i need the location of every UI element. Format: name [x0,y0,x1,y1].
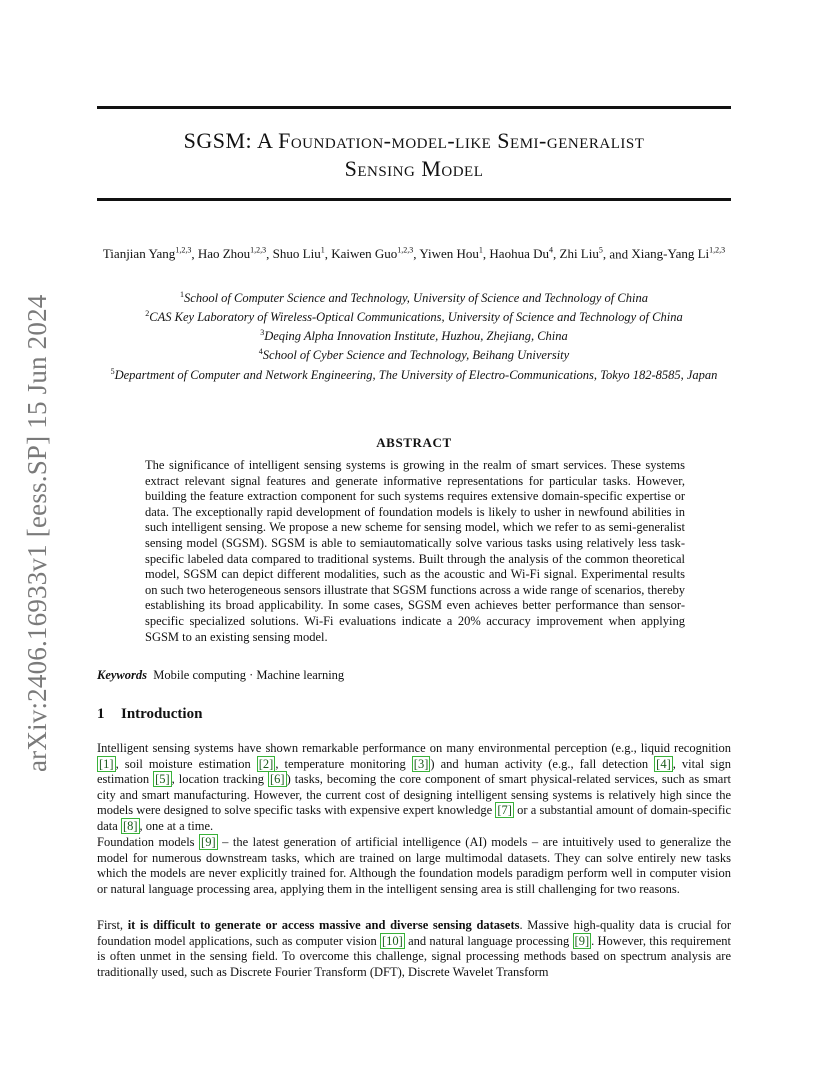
affiliation: $^2$CAS Key Laboratory of Wireless-Optical Communications, University of Science and Technology of China [145,309,683,325]
author: Shuo Liu$^1$ [272,246,325,262]
author: Haohua Du$^4$ [489,246,553,262]
affiliation: $^4$School of Cyber Science and Technology, Beihang University [258,347,570,363]
author: Xiang-Yang Li$^{1,2,3}$ [631,246,726,262]
author: Kaiwen Guo$^{1,2,3}$ [331,246,414,262]
citation-link[interactable]: [9] [201,835,216,849]
arxiv-identifier[interactable]: arXiv:2406.16933v1 [eess.SP] 15 Jun 2024 [22,294,52,772]
abstract-heading: ABSTRACT [376,435,452,450]
paper-title [97,127,731,183]
citation-link[interactable]: [7] [497,803,512,818]
affiliation: $^3$Deqing Alpha Innovation Institute, Huzhou, Zhejiang, China [260,328,568,344]
author: Yiwen Hou$^1$ [419,246,483,262]
author: Hao Zhou$^{1,2,3}$ [197,246,267,262]
affiliation: $^1$School of Computer Science and Technology, University of Science and Technology of China [180,290,648,306]
abstract-body: The significance of intelligent sensing systems is growing in the realm of smart services. These systems extract relevant signal features and generate informative representations for particular tasks. However, building the feature extraction component for such systems requires extensive domain-specific expertise or data. The exceptionally rapid development of foundation models is likely to usher in newfound abilities in such intelligent sensing. We propose a new scheme for sensing model, which we refer to as semi-generalist sensing model (SGSM). SGSM is able to semiautomatically solve various tasks using relatively less task-specific labeled data compared to traditional systems. Built through the analysis of the common theoretical model, SGSM can depict different modalities, such as the acoustic and Wi-Fi signal. Experimental results on such two heterogeneous sensors illustrate that SGSM functions across a wide range of scenarios, thereby establishing its broad applicability. In some cases, SGSM even achieves better performance than sensor-specific specialized solutions. Wi-Fi evaluations indicate a 20% accuracy improvement when applying SGSM to an existing sensing model. [145,458,685,644]
keywords-label: Keywords [97,668,147,682]
title-rule-bottom [97,198,731,201]
title-rule-top [97,106,731,109]
section-title: Introduction [121,706,203,722]
affiliation-list [97,287,731,383]
keywords-line [97,667,731,683]
citation-link[interactable]: [6] [270,772,285,787]
citation-link[interactable]: [1] [99,756,114,771]
intro-paragraph-3: First, it is difficult to generate or access massive and diverse sensing datasets. Massive high-quality data is crucial for foundation model applications, such as computer vision [10] and natural language processing [9] . However, this requirement is often unmet in the sensing field. To overcome this challenge, signal processing methods based on spectrum analysis are traditionally used, such as Discrete Fourier Transform (DFT), Discrete Wavelet Transform [97,918,731,979]
citation-link[interactable]: [2] [258,756,274,771]
title-line-2: Sensing Model [344,156,484,181]
emphasis-text: it is difficult to generate or access massive and diverse sensing datasets [127,918,520,932]
author-list: Tianjian Yang$^{1,2,3}$, Hao Zhou$^{1,2,3}$, Shuo Liu$^1$, Kaiwen Guo$^{1,2,3}$, Yiwen Hou$^1$, Haohua Du$^4$, Zhi Liu$^5$, and Xiang-Yang Li$^{1,2,3}$ [102,246,726,262]
keywords-text: Mobile computing · Machine learning [153,668,345,682]
citation-link[interactable]: [10] [381,933,403,948]
section-heading [97,706,731,723]
author: Zhi Liu$^5$ [559,246,603,262]
intro-paragraph-2: Foundation models [9] – the latest generation of artificial intelligence (AI) models – are intuitively used to generalize the model for numerous downstream tasks, which are trained on large multimodal datasets. They can solve entirely new tasks which the models are never explicitly trained for. Although the foundation models paradigm perform well in computer vision or natural language processing area, applying them in the intelligent sensing area is still challenging for two reasons. [97,835,731,896]
citation-link[interactable]: [4] [656,756,671,771]
citation-link[interactable]: [3] [413,756,429,771]
section-number: 1 [97,706,105,722]
affiliation: $^5$Department of Computer and Network Engineering, The University of Electro-Communications, Tokyo 182-8585, Japan [110,366,718,382]
title-line-1: SGSM: A Foundation-model-like Semi-generalist [183,128,645,153]
intro-paragraph-1: Intelligent sensing systems have shown remarkable performance on many environmental perception (e.g., liquid recognition [1] , soil moisture estimation [2] , temperature monitoring [3] ) and human activity (e.g., fall detection [4] , vital sign estimation [5] , location tracking [6] ) tasks, becoming the core component of smart physical-related services, such as smart city and smart manufacturing. However, the current cost of designing intelligent sensing systems is relatively high since the models were designed to solve specific tasks with expensive expert knowledge [7] or a substantial amount of domain-specific data [8] , one at a time. [97,741,732,833]
citation-link[interactable]: [5] [155,772,170,787]
citation-link[interactable]: [8] [122,818,138,833]
citation-link[interactable]: [9] [574,933,590,948]
author: Tianjian Yang$^{1,2,3}$ [102,246,192,262]
